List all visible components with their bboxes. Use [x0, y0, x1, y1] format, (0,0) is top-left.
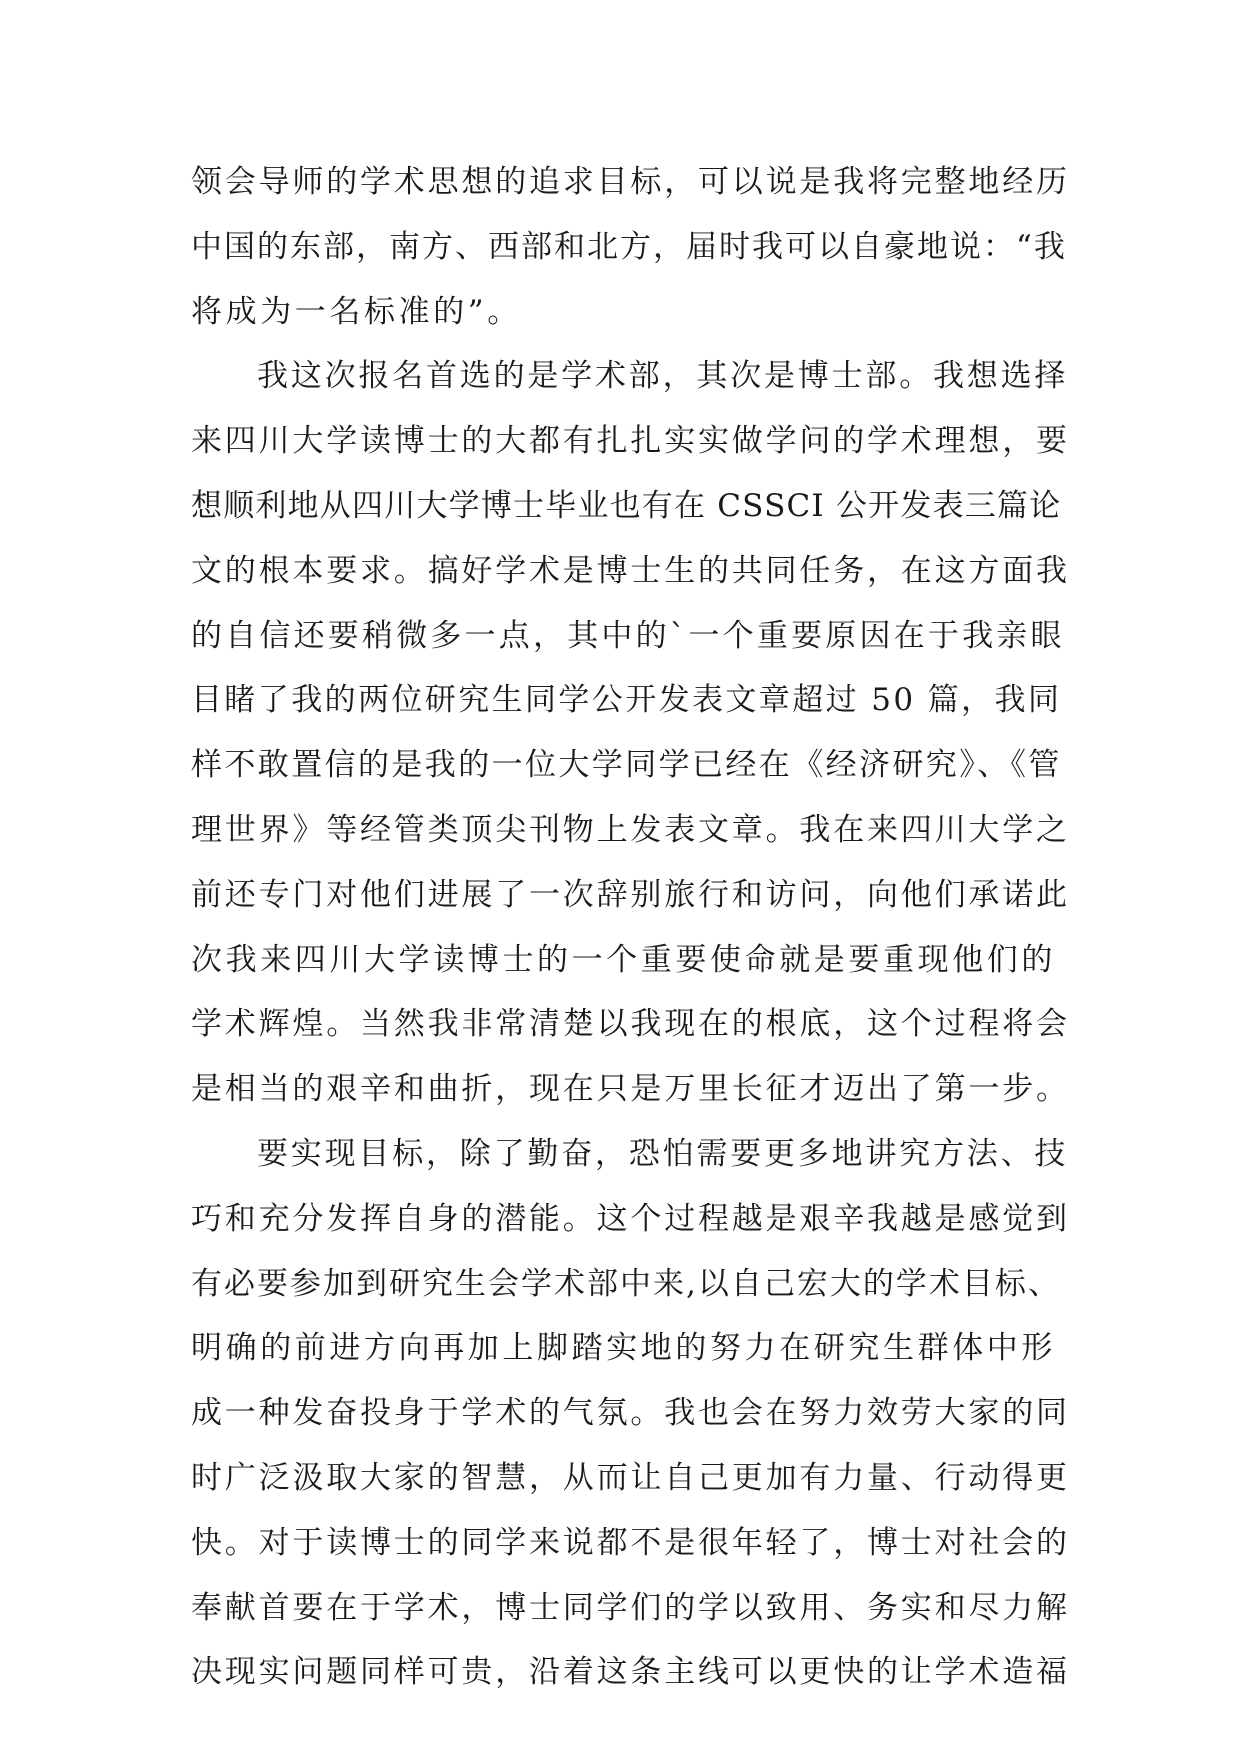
text-line: 是相当的艰辛和曲折，现在只是万里长征才迈出了第一步。	[191, 1071, 1070, 1108]
text-line: 样不敢置信的是我的一位大学同学已经在《经济研究》、《管	[191, 747, 1062, 784]
text-line: 时广泛汲取大家的智慧，从而让自己更加有力量、行动得更	[191, 1459, 1070, 1496]
text-line: 领会导师的学术思想的追求目标，可以说是我将完整地经历	[191, 164, 1070, 200]
text-line: 理世界》等经管类顶尖刊物上发表文章。我在来四川大学之	[191, 811, 1070, 848]
text-line: 来四川大学读博士的大都有扎扎实实做学问的学术理想，要	[191, 423, 1070, 460]
text-line: 想顺利地从四川大学博士毕业也有在 CSSCI 公开发表三篇论	[191, 487, 1062, 524]
text-line: 次我来四川大学读博士的一个重要使命就是要重现他们的	[191, 941, 1056, 978]
text-line: 前还专门对他们进展了一次辞别旅行和访问，向他们承诺此	[191, 876, 1070, 913]
text-line: 学术辉煌。当然我非常清楚以我现在的根底，这个过程将会	[191, 1006, 1070, 1043]
text-line: 明确的前进方向再加上脚踏实地的努力在研究生群体中形	[191, 1330, 1056, 1367]
text-line: 有必要参加到研究生会学术部中来,以自己宏大的学术目标、	[191, 1265, 1061, 1302]
text-line: 决现实问题同样可贵，沿着这条主线可以更快的让学术造福	[191, 1654, 1070, 1691]
text-line: 将成为一名标准的”。	[191, 293, 522, 330]
text-line: 成一种发奋投身于学术的气氛。我也会在努力效劳大家的同	[191, 1395, 1070, 1432]
paragraph-first-line: 要实现目标，除了勤奋，恐怕需要更多地讲究方法、技	[257, 1135, 1069, 1172]
text-line: 巧和充分发挥自身的潜能。这个过程越是艰辛我越是感觉到	[191, 1200, 1070, 1237]
text-line: 快。对于读博士的同学来说都不是很年轻了，博士对社会的	[191, 1524, 1070, 1561]
text-line: 奉献首要在于学术，博士同学们的学以致用、务实和尽力解	[191, 1589, 1070, 1626]
text-line: 中国的东部，南方、西部和北方，届时我可以自豪地说：“我	[191, 228, 1067, 265]
paragraph-first-line: 我这次报名首选的是学术部，其次是博士部。我想选择	[257, 358, 1069, 395]
text-line: 目睹了我的两位研究生同学公开发表文章超过 50 篇，我同	[191, 682, 1062, 719]
text-line: 的自信还要稍微多一点，其中的`一个重要原因在于我亲眼	[191, 617, 1065, 654]
text-line: 文的根本要求。搞好学术是博士生的共同任务，在这方面我	[191, 552, 1070, 589]
body-text	[191, 150, 1071, 1705]
